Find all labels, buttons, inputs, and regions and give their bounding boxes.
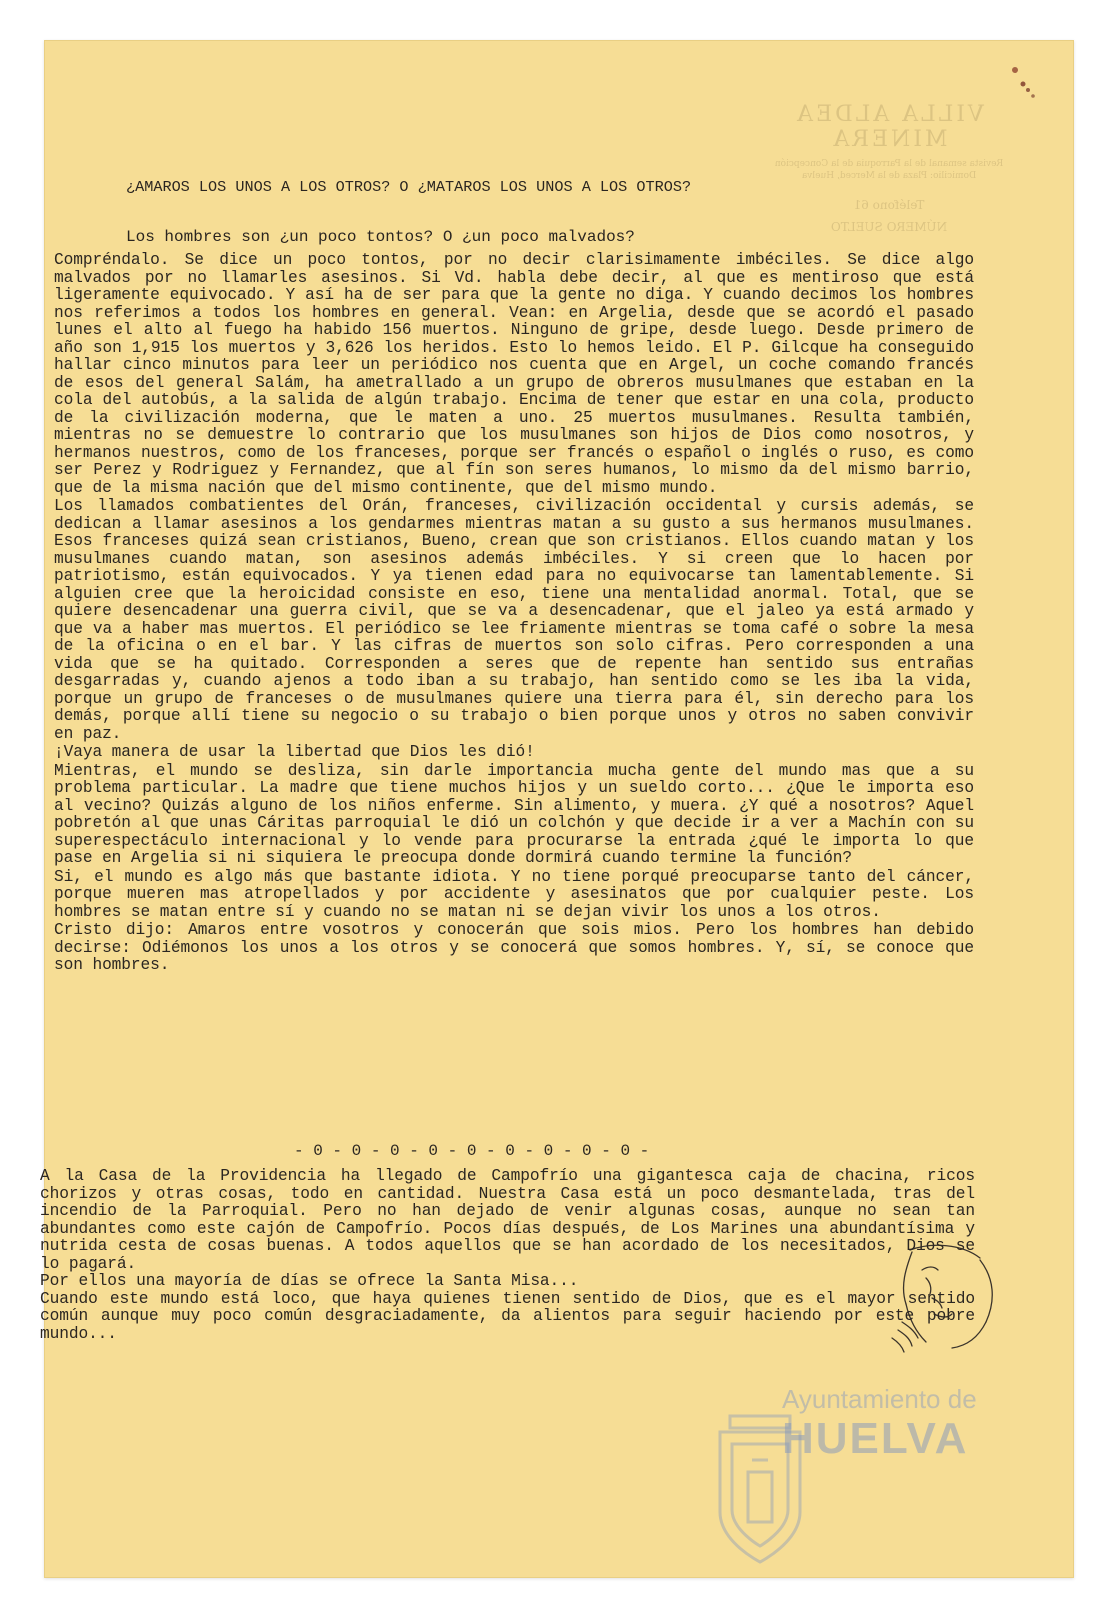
document-title: ¿AMAROS LOS UNOS A LOS OTROS? O ¿MATAROS LOS UNOS A LOS OTROS? bbox=[126, 178, 692, 196]
article-paragraph: Si, el mundo es algo más que bastante idiota. Y no tiene porqué preocuparse tanto del cáncer, porque mueren mas atropellados y por accidente y asesinatos que por cualquier peste. Los hombres se matan entre sí y cuando no se matan ni se dejan vivir los unos a los otros. bbox=[54, 867, 974, 921]
announcement-paragraph: Cuando este mundo está loco, que haya quienes tienen sentido de Dios, que es el mayor sentido común aunque muy poco común desgraciadamente, da alientos para seguir haciendo por este pobre mundo... bbox=[40, 1289, 975, 1343]
section-separator: - 0 - 0 - 0 - 0 - 0 - 0 - 0 - 0 - 0 - bbox=[294, 1142, 650, 1160]
reverse-side-show-through bbox=[744, 102, 1034, 235]
bleed-address: Domicilio: Plaza de la Merced, Huelva bbox=[801, 170, 977, 181]
bleed-subtitle: Revista semanal de la Parroquia de la Concepción bbox=[774, 158, 1004, 169]
article-paragraph: Compréndalo. Se dice un poco tontos, por no decir clarisimamente imbéciles. Se dice algo malvados por no llamarles asesinos. Si Vd. habla debe decir, al que es mentiroso que está ligeramente equivocado. Y así ha de ser para que la gente no diga. Y cuando decimos los hombres nos referimos a todos los hombres en general. Vean: en Argelia, desde que se acordó el pasado lunes el alto al fuego ha habido 156 muertos. Ninguno de gripe, desde luego. Desde primero de año son 1,915 los muertos y 3,626 los heridos. Esto lo hemos leido. El P. Gilcque ha conseguido hallar cinco minutos para leer un periódico nos cuenta que en Argel, un coche comando francés de esos del general Salám, ha ametrallado a un grupo de obreros musulmanes que estaban en la cola del autobús, a la salida de algún trabajo. Encima de tener que estar en una cola, producto de la civilización moderna, que le maten a uno. 25 muertos musulmanes. Resulta también, mientras no se demuestre lo contrario que los musulmanes son hijos de Dios como nosotros, y hermanos nuestros, como de los franceses, porque ser francés o español o inglés o ruso, es como ser Perez y Rodriguez y Fernandez, que al fín son seres humanos, lo mismo da del mismo barrio, que de la misma nación que del mismo continente, que del mismo mundo. bbox=[54, 251, 974, 497]
watermark-text-top: Ayuntamiento de bbox=[782, 1384, 977, 1414]
article-paragraph: ¡Vaya manera de usar la libertad que Dios les dió! bbox=[54, 743, 535, 761]
watermark-text-bottom: HUELVA bbox=[782, 1414, 969, 1463]
bleed-masthead: VILLA ALDEA MINERA bbox=[794, 102, 984, 153]
announcement-paragraph: Por ellos una mayoría de días se ofrece la Santa Misa... bbox=[40, 1272, 579, 1290]
article-paragraph: Mientras, el mundo se desliza, sin darle importancia mucha gente del mundo mas que a su problema particular. La madre que tiene muchos hijos y un sueldo corto... ¿Que le importa eso al vecino? Quizás alguno de los niños enferme. Sin alimento, y muera. ¿Y qué a nosotros? Aquel pobretón al que unas Cáritas parroquial le dió un colchón y que decide ir a ver a Machín con su superespectáculo internacional y lo vende para procurarse la entrada ¿qué le importa lo que pase en Argelia si ni siquiera le preocupa donde dormirá cuando termine la función? bbox=[54, 761, 974, 867]
article-paragraph: Los llamados combatientes del Orán, franceses, civilización occidental y cursis además, se dedican a llamar asesinos a los gendarmes mientras matan a su gusto a sus hermanos musulmanes. Esos franceses quizá sean cristianos, Bueno, crean que son cristianos. Ellos cuando matan y los musulmanes cuando matan, son asesinos además imbéciles. Y si creen que lo hacen por patriotismo, están equivocados. Y ya tienen edad para no equivocarse tan lamentablemente. Si alguien cree que la heroicidad consiste en eso, tiene una mentalidad anormal. Total, que se quiere desencadenar una guerra civil, que se va a desencadenar, que el jaleo ya está armado y que va a haber mas muertos. El periódico se lee friamente mientras se toma café o sobre la mesa de la oficina o en el bar. Y las cifras de muertos son solo cifras. Pero corresponden a una vida que se ha quitado. Corresponden a seres que de repente han sentido sus entrañas desgarradas y, cuando ajenos a todo iban a su trabajo, han sentido como se les iba la vida, porque un grupo de franceses o de musulmanes quiere una tierra para él, sin derecho para los demás, porque allí tiene su negocio o su trabajo o bien porque unos y otros no saben convivir en paz. bbox=[54, 497, 974, 743]
announcement-paragraph: A la Casa de la Providencia ha llegado de Campofrío una gigantesca caja de chacina, ricos chorizos y otras cosas, todo en cantidad. Nuestra Casa está un poco desmantelada, tras del incendio de la Parroquial. Pero no han dejado de venir algunas cosas, aunque no sean tan abundantes como este cajón de Campofrío. Pocos días después, de Los Marines una abundantísima y nutrida cesta de cosas buenas. A todos aquellos que se han acordado de los necesitados, Dios se lo pagará. bbox=[40, 1167, 975, 1273]
article-body bbox=[54, 252, 974, 976]
document-subtitle: Los hombres son ¿un poco tontos? O ¿un poco malvados? bbox=[126, 228, 635, 246]
bleed-phone: Teléfono 61 bbox=[853, 198, 925, 213]
article-paragraph: Cristo dijo: Amaros entre vosotros y conocerán que sois mios. Pero los hombres han debido decirse: Odiémonos los unos a los otros y se conocerá que somos hombres. Y, sí, se conoce que son hombres. bbox=[54, 921, 974, 974]
announcement-body bbox=[40, 1168, 975, 1343]
bleed-issue: NÚMERO SUELTO bbox=[830, 220, 948, 235]
